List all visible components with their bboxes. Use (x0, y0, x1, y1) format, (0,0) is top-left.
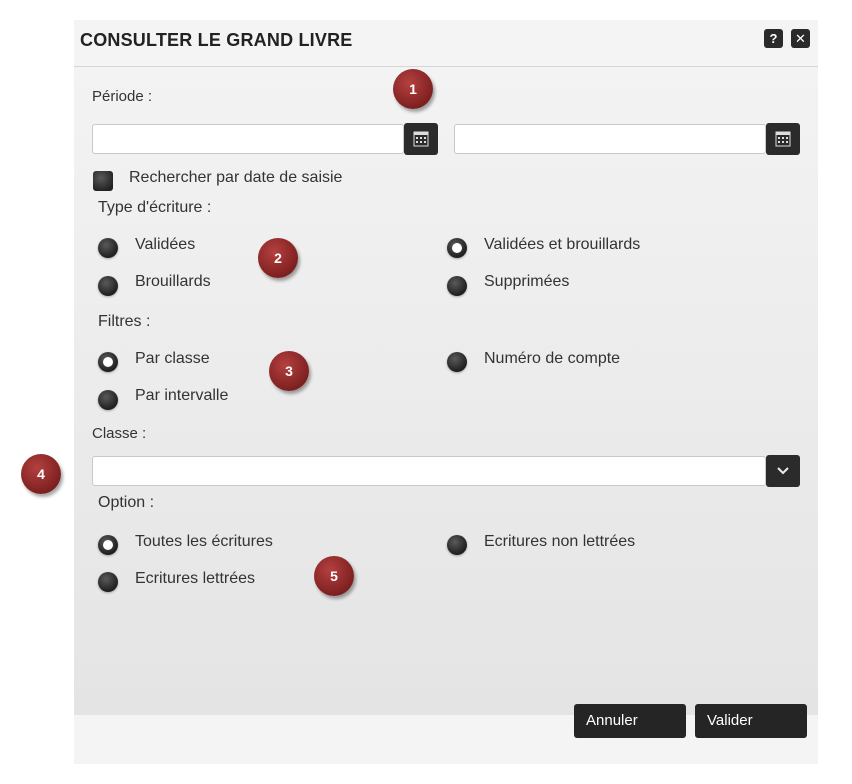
periode-start-field[interactable] (92, 124, 404, 154)
submit-button[interactable]: Valider (695, 704, 807, 738)
radio-toutes-ecritures-label: Toutes les écritures (135, 533, 273, 550)
radio-validees-brouillards[interactable] (447, 238, 467, 258)
type-ecriture-label: Type d'écriture : (98, 199, 212, 216)
annotation-badge: 4 (21, 454, 61, 494)
periode-end-field[interactable] (454, 124, 766, 154)
calendar-icon[interactable] (404, 123, 438, 155)
radio-par-intervalle-label: Par intervalle (135, 387, 229, 404)
radio-validees-brouillards-label: Validées et brouillards (484, 236, 641, 253)
radio-numero-compte-label: Numéro de compte (484, 350, 621, 367)
classe-label: Classe : (92, 425, 147, 442)
help-icon[interactable]: ? (764, 29, 783, 48)
radio-par-classe[interactable] (98, 352, 118, 372)
periode-label: Période : (92, 88, 153, 105)
radio-par-classe-label: Par classe (135, 350, 210, 367)
dialog-titlebar (74, 20, 818, 67)
annotation-badge: 1 (393, 69, 433, 109)
close-icon[interactable]: ✕ (791, 29, 810, 48)
dialog-title: CONSULTER LE GRAND LIVRE (80, 30, 353, 50)
periode-start-input[interactable] (93, 125, 403, 153)
annotation-badge: 3 (269, 351, 309, 391)
radio-par-intervalle[interactable] (98, 390, 118, 410)
radio-supprimees[interactable] (447, 276, 467, 296)
radio-supprimees-label: Supprimées (484, 273, 570, 290)
annotation-badge: 2 (258, 238, 298, 278)
radio-ecritures-non-lettrees[interactable] (447, 535, 467, 555)
classe-select[interactable] (92, 456, 766, 486)
radio-numero-compte[interactable] (447, 352, 467, 372)
radio-ecritures-lettrees-label: Ecritures lettrées (135, 570, 256, 587)
calendar-icon[interactable] (766, 123, 800, 155)
radio-toutes-ecritures[interactable] (98, 535, 118, 555)
radio-brouillards[interactable] (98, 276, 118, 296)
saisie-checkbox-label: Rechercher par date de saisie (129, 169, 343, 186)
option-label: Option : (98, 494, 155, 511)
radio-ecritures-lettrees[interactable] (98, 572, 118, 592)
radio-ecritures-non-lettrees-label: Ecritures non lettrées (484, 533, 636, 550)
radio-validees[interactable] (98, 238, 118, 258)
radio-brouillards-label: Brouillards (135, 273, 211, 290)
cancel-button[interactable]: Annuler (574, 704, 686, 738)
classe-select-value[interactable] (93, 457, 765, 485)
chevron-down-icon[interactable] (766, 455, 800, 487)
radio-validees-label: Validées (135, 236, 196, 253)
filtres-label: Filtres : (98, 313, 151, 330)
periode-end-input[interactable] (455, 125, 765, 153)
annotation-badge: 5 (314, 556, 354, 596)
saisie-checkbox[interactable] (93, 171, 113, 191)
